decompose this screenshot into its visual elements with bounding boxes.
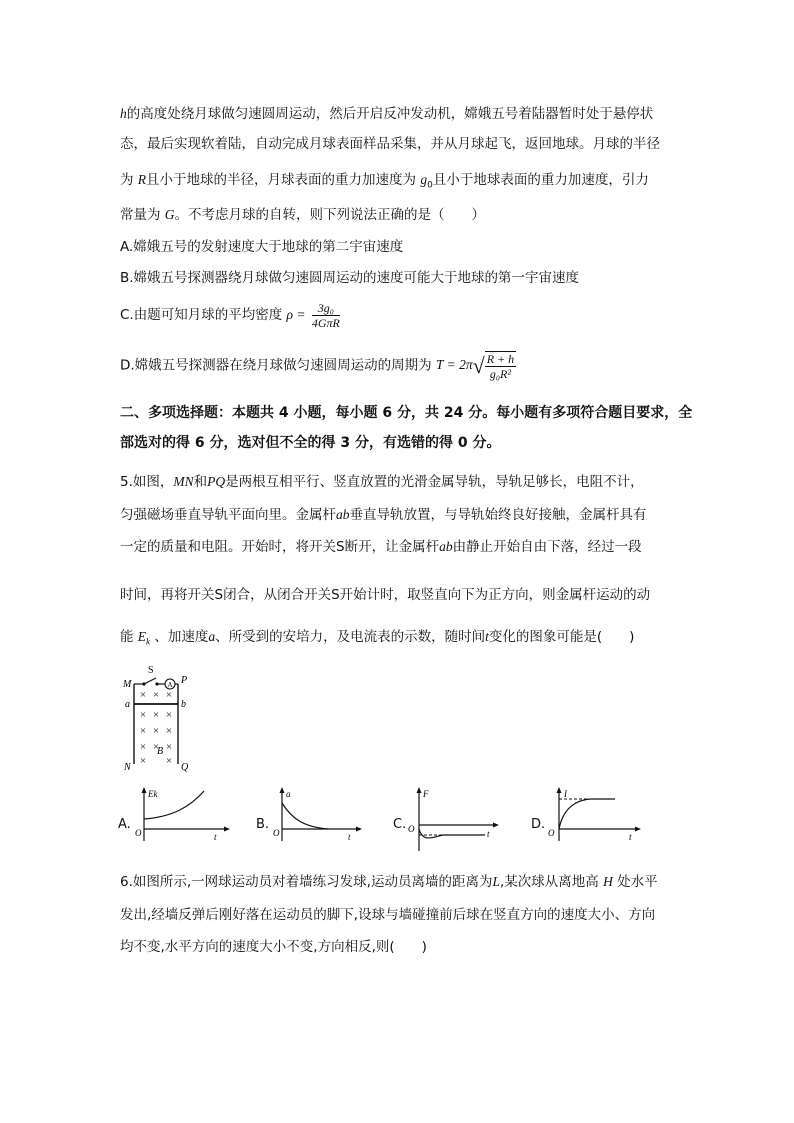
period-numerator: R + h xyxy=(486,351,515,366)
graph-a-ylabel: Ek xyxy=(148,789,158,799)
section-2-heading-2 xyxy=(120,433,500,453)
q4-line-2 xyxy=(120,134,660,154)
q4-option-b xyxy=(120,268,579,288)
q5-text-5b: 、加速度 xyxy=(154,629,209,645)
density-numerator: 3g₀ xyxy=(312,301,340,316)
period-fraction xyxy=(485,351,516,381)
svg-text:×: × xyxy=(139,741,147,753)
q4-text-2: 态，最后实现软着陆，自动完成月球表面样品采集，并从月球起飞，返回地球。月球的半径 xyxy=(120,136,660,152)
q6-text-1b: ,某次球从离地高 xyxy=(499,874,599,890)
q4-option-a-text: A.嫦娥五号的发射速度大于地球的第二宇宙速度 xyxy=(120,239,404,255)
q5-text-1a: 5.如图， xyxy=(120,474,174,490)
graph-a-label: A. xyxy=(118,817,131,832)
q4-line-3 xyxy=(120,170,649,196)
var-MN: MN xyxy=(173,474,194,489)
graph-d-curve xyxy=(559,799,615,829)
density-fraction xyxy=(312,301,340,330)
ammeter-label: A xyxy=(167,681,173,689)
q5-text-5d: 变化的图象可能是( ) xyxy=(488,629,635,645)
q4-option-d-text: D.嫦娥五号探测器在绕月球做匀速圆周运动的周期为 xyxy=(120,357,432,374)
q6-text-1a: 6.如图所示,一网球运动员对着墙练习发球,运动员离墙的距离为 xyxy=(120,874,493,890)
graph-b-label: B. xyxy=(256,817,270,832)
var-Ek: E xyxy=(137,629,147,644)
magnetic-field-crosses xyxy=(140,689,172,767)
q5-line-5 xyxy=(120,627,634,652)
graph-option-d xyxy=(531,785,646,845)
q4-option-c-text: C.由题可知月球的平均密度 xyxy=(120,307,283,323)
density-denominator: 4GπR xyxy=(311,316,340,331)
graph-b-origin: O xyxy=(273,828,280,838)
q5-text-3b: 由静止开始自由下落，经过一段 xyxy=(452,539,642,555)
q5-text-5a: 能 xyxy=(120,629,134,645)
q4-line-4 xyxy=(120,205,485,225)
graph-d-label: D. xyxy=(531,817,546,832)
var-ab-2: ab xyxy=(439,539,453,554)
var-R: R xyxy=(137,172,147,187)
graph-a-origin: O xyxy=(135,828,142,838)
var-a: a xyxy=(208,629,216,644)
label-N: N xyxy=(124,762,131,773)
label-a: a xyxy=(125,699,130,710)
var-t: t xyxy=(485,629,489,644)
svg-text:×: × xyxy=(139,755,147,767)
q4-option-b-text: B.嫦娥五号探测器绕月球做匀速圆周运动的速度可能大于地球的第一宇宙速度 xyxy=(120,270,580,286)
rail-circuit-diagram xyxy=(112,660,202,775)
q4-text-3a: 为 xyxy=(120,172,134,188)
q5-line-3 xyxy=(120,537,642,557)
var-h: h xyxy=(120,106,127,121)
section-2-heading-1 xyxy=(120,403,692,423)
graph-c-label: C. xyxy=(393,817,407,832)
q5-text-4: 时间，再将开关S闭合，从闭合开关S开始计时，取竖直向下为正方向，则金属杆运动的动 xyxy=(120,587,651,603)
graph-d-origin: O xyxy=(548,828,555,838)
label-Q: Q xyxy=(181,762,189,773)
sqrt-sign: √ xyxy=(472,352,485,378)
period-denominator: g₀R² xyxy=(489,366,511,381)
q5-text-5c: 、所受到的安培力，及电流表的示数，随时间 xyxy=(215,629,486,645)
svg-text:×: × xyxy=(152,725,160,737)
graph-b-xlabel: t xyxy=(348,832,351,842)
svg-text:×: × xyxy=(152,741,160,753)
label-b: b xyxy=(181,699,186,710)
density-lhs: ρ = xyxy=(286,307,306,322)
q4-option-d xyxy=(120,345,516,386)
period-lhs: T = 2π xyxy=(435,357,473,372)
graph-option-b xyxy=(256,785,366,845)
q5-text-1c: 是两根互相平行、竖直放置的光滑金属导轨，导轨足够长，电阻不计， xyxy=(225,474,644,490)
q4-text-3c: 且小于地球表面的重力加速度，引力 xyxy=(432,172,649,188)
var-G: G xyxy=(164,207,175,222)
q6-text-3: 均不变,水平方向的速度大小不变,方向相反,则( ) xyxy=(120,939,427,955)
var-L: L xyxy=(492,874,500,889)
svg-text:×: × xyxy=(165,741,173,753)
q6-text-1c: 处水平 xyxy=(617,874,658,890)
svg-text:×: × xyxy=(165,709,173,721)
graph-c-ylabel: F xyxy=(423,789,429,799)
label-M: M xyxy=(123,679,132,690)
switch-lever xyxy=(144,678,156,684)
graph-d-xlabel: t xyxy=(629,832,632,842)
q6-text-2: 发出,经墙反弹后刚好落在运动员的脚下,设球与墙碰撞前后球在竖直方向的速度大小、方向 xyxy=(120,907,656,923)
section-2-text-2: 部选对的得 6 分，选对但不全的得 3 分，有选错的得 0 分。 xyxy=(120,435,501,451)
svg-text:×: × xyxy=(152,709,160,721)
graph-d-ylabel: I xyxy=(564,789,567,799)
q5-line-2 xyxy=(120,505,647,525)
graph-c-origin: O xyxy=(408,824,415,834)
q4-text-4b: 。不考虑月球的自转，则下列说法正确的是（ ） xyxy=(174,207,486,223)
q4-text-4a: 常量为 xyxy=(120,207,161,223)
label-B: B xyxy=(157,746,164,757)
q4-option-c xyxy=(120,298,340,332)
svg-text:×: × xyxy=(152,689,160,701)
svg-text:×: × xyxy=(139,709,147,721)
svg-text:Ek xyxy=(147,789,158,799)
graph-option-c xyxy=(393,785,503,855)
density-formula xyxy=(287,298,340,332)
q4-option-a xyxy=(120,237,403,257)
svg-text:×: × xyxy=(139,725,147,737)
q5-text-2b: 垂直导轨放置，与导轨始终良好接触，金属杆具有 xyxy=(349,507,647,523)
var-PQ: PQ xyxy=(207,474,226,489)
graph-c-curve xyxy=(419,829,485,838)
var-g0: g xyxy=(420,172,428,187)
var-H: H xyxy=(603,874,613,889)
var-g0-sub: 0 xyxy=(427,180,433,191)
var-Ek-sub: k xyxy=(146,636,151,647)
svg-text:×: × xyxy=(165,689,173,701)
q5-text-3a: 一定的质量和电阻。开始时，将开关S断开，让金属杆 xyxy=(120,539,440,555)
label-P: P xyxy=(181,675,188,686)
graph-option-a xyxy=(118,785,233,845)
var-ab-1: ab xyxy=(336,507,350,522)
q4-text-3b: 且小于地球的半径，月球表面的重力加速度为 xyxy=(146,172,417,188)
label-S: S xyxy=(148,665,154,676)
svg-text:×: × xyxy=(165,755,173,767)
q5-line-4 xyxy=(120,585,650,605)
graph-b-curve xyxy=(282,803,328,829)
q6-line-1 xyxy=(120,872,658,892)
graph-b-ylabel: a xyxy=(286,789,291,799)
svg-text:×: × xyxy=(139,689,147,701)
graph-a-xlabel: t xyxy=(214,832,217,842)
graph-c-xlabel: t xyxy=(487,829,490,839)
q4-line-1 xyxy=(120,104,653,124)
q5-text-1b: 和 xyxy=(193,474,208,490)
q5-line-1 xyxy=(120,472,644,492)
q6-line-3 xyxy=(120,937,427,957)
q4-text-1: 的高度处绕月球做匀速圆周运动，然后开启反冲发动机，嫦娥五号着陆器暂时处于悬停状 xyxy=(126,106,654,122)
q6-line-2 xyxy=(120,905,655,925)
svg-text:×: × xyxy=(165,725,173,737)
period-formula xyxy=(436,345,516,386)
q5-text-2a: 匀强磁场垂直导轨平面向里。金属杆 xyxy=(120,507,336,523)
section-2-text-1: 二、多项选择题：本题共 4 小题，每小题 6 分，共 24 分。每小题有多项符合题目要求，全 xyxy=(120,405,693,421)
